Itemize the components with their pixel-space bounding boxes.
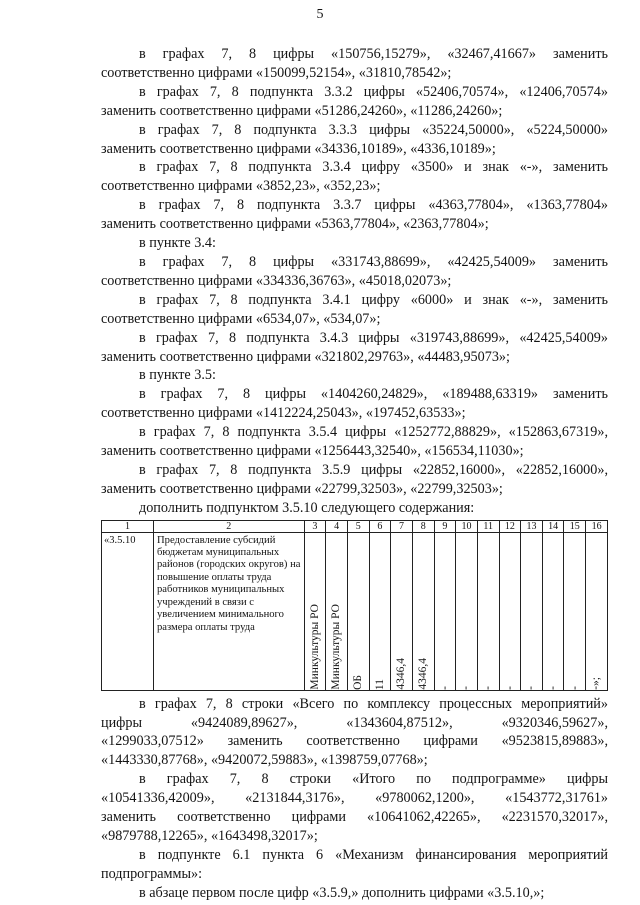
paragraph-line: в графах 7, 8 цифры «1404260,24829», «189488,63319» заменить — [139, 386, 608, 403]
paragraph-line: в графах 7, 8 подпункта 3.4.3 цифры «319743,88699», «42425,54009» — [139, 329, 608, 346]
paragraph-line: в графах 7, 8 подпункта 3.3.3 цифры «35224,50000», «5224,50000» — [139, 121, 608, 138]
paragraph — [101, 846, 608, 884]
paragraph — [101, 695, 608, 771]
table-header-cell: 10 — [456, 520, 478, 532]
paragraph-line: в подпункте 6.1 пункта 6 «Механизм финансирования мероприятий — [139, 846, 608, 863]
paragraph-line: соответственно цифрами «6534,07», «534,07»; — [101, 310, 381, 327]
table-header-cell: 11 — [477, 520, 499, 532]
paragraph — [101, 196, 608, 234]
paragraph-line: заменить соответственно цифрами «1256443,32540», «156534,11030»; — [101, 443, 524, 460]
cell-col-14: - — [542, 532, 564, 690]
cell-col-6: 11 — [369, 532, 391, 690]
table-header-cell: 8 — [412, 520, 434, 532]
cell-col-8: 4346,4 — [412, 532, 434, 690]
table-header-cell: 2 — [154, 520, 305, 532]
activity-table — [101, 520, 608, 691]
table-header-cell: 15 — [564, 520, 586, 532]
paragraph-line: соответственно цифрами «334336,36763», «45018,02073»; — [101, 272, 452, 289]
table-header-cell: 4 — [326, 520, 348, 532]
document-body — [101, 45, 608, 903]
table-header-cell: 13 — [521, 520, 543, 532]
paragraph — [101, 45, 608, 83]
table-header-cell: 16 — [586, 520, 608, 532]
paragraph-line: соответственно цифрами «1412224,25043», «197452,63533»; — [101, 405, 466, 422]
table-header-cell: 12 — [499, 520, 521, 532]
cell-col-13: - — [521, 532, 543, 690]
cell-col-3: Минкультуры РО — [304, 532, 326, 690]
paragraph — [101, 253, 608, 291]
paragraph-line: цифры «9424089,89627», «1343604,87512», «9320346,59627», — [101, 714, 608, 731]
paragraph-line: заменить соответственно цифрами «321802,29763», «44483,95073»; — [101, 348, 510, 365]
cell-col-7: 4346,4 — [391, 532, 413, 690]
cell-col-12: - — [499, 532, 521, 690]
cell-col-10: - — [456, 532, 478, 690]
page-number: 5 — [316, 7, 324, 22]
paragraph-line: заменить соответственно цифрами «22799,32503», «22799,32503»; — [101, 480, 503, 497]
table-header-cell: 1 — [102, 520, 154, 532]
paragraph — [101, 329, 608, 367]
paragraphs-before-table — [101, 45, 608, 518]
paragraph-line: «1299033,07512» заменить соответственно цифрами «9523815,89883», — [101, 733, 608, 750]
table-row — [102, 532, 608, 690]
cell-col-16: -»; — [586, 532, 608, 690]
table-header-cell: 6 — [369, 520, 391, 532]
paragraph-line: «9879788,12265», «1643498,32017»; — [101, 828, 318, 844]
table-header-row — [102, 520, 608, 532]
paragraph-line: в графах 7, 8 строки «Всего по комплексу процессных мероприятий» — [139, 695, 608, 712]
paragraph-line: в графах 7, 8 строки «Итого по подпрограмме» цифры — [139, 771, 608, 788]
paragraph-line: в абзаце первом после цифр «3.5.9,» дополнить цифрами «3.5.10,»; — [139, 884, 545, 901]
paragraph — [101, 366, 608, 385]
paragraph-line: заменить соответственно цифрами «10641062,42265», «2231570,32017», — [101, 809, 608, 826]
cell-description: Предоставление субсидий бюджетам муниципальных районов (городских округов) на повышение оплаты труда работников муниципальных учреждений в связи с увеличением минимального размера оплаты труда — [154, 532, 305, 690]
paragraph-line: соответственно цифрами «150099,52154», «31810,78542»; — [101, 64, 452, 81]
paragraph-line: подпрограммы»: — [101, 865, 203, 882]
paragraph-line: заменить соответственно цифрами «5363,77804», «2363,77804»; — [101, 216, 489, 233]
paragraph — [101, 770, 608, 846]
table-header-cell: 9 — [434, 520, 456, 532]
paragraph-line: в графах 7, 8 цифры «331743,88699», «42425,54009» заменить — [139, 253, 608, 270]
paragraph-line: «10541336,42009», «2131844,3176», «9780062,1200», «1543772,31761» — [101, 790, 608, 807]
cell-item-number: «3.5.10 — [102, 532, 154, 690]
table-header-cell: 3 — [304, 520, 326, 532]
paragraph — [101, 385, 608, 423]
table-header-cell: 14 — [542, 520, 564, 532]
cell-col-5: ОБ — [347, 532, 369, 690]
paragraph-line: заменить соответственно цифрами «51286,24260», «11286,24260»; — [101, 102, 503, 119]
paragraph — [101, 121, 608, 159]
paragraph — [101, 234, 608, 253]
paragraph-line: в графах 7, 8 подпункта 3.3.2 цифры «52406,70574», «12406,70574» — [139, 83, 608, 100]
paragraph — [101, 83, 608, 121]
paragraph — [101, 423, 608, 461]
paragraph — [101, 499, 608, 518]
table-header-cell: 7 — [391, 520, 413, 532]
cell-col-4: Минкультуры РО — [326, 532, 348, 690]
paragraph-line: в графах 7, 8 подпункта 3.4.1 цифру «6000» и знак «-», заменить — [139, 291, 608, 308]
cell-col-9: - — [434, 532, 456, 690]
paragraph-line: в графах 7, 8 подпункта 3.3.4 цифру «3500» и знак «-», заменить — [139, 159, 608, 176]
paragraph-line: дополнить подпунктом 3.5.10 следующего содержания: — [139, 499, 475, 516]
paragraph — [101, 461, 608, 499]
paragraph-line: в пункте 3.4: — [139, 235, 216, 252]
table-header-cell: 5 — [347, 520, 369, 532]
paragraph-line: в пункте 3.5: — [139, 367, 216, 384]
paragraph-line: соответственно цифрами «3852,23», «352,23»; — [101, 178, 381, 195]
paragraph-line: в графах 7, 8 подпункта 3.3.7 цифры «4363,77804», «1363,77804» — [139, 197, 608, 214]
paragraph-line: в графах 7, 8 подпункта 3.5.4 цифры «1252772,88829», «152863,67319», — [139, 424, 608, 441]
paragraph-line: в графах 7, 8 подпункта 3.5.9 цифры «22852,16000», «22852,16000», — [139, 461, 608, 478]
paragraph — [101, 291, 608, 329]
cell-col-15: - — [564, 532, 586, 690]
paragraph — [101, 158, 608, 196]
cell-col-11: - — [477, 532, 499, 690]
paragraph-line: в графах 7, 8 цифры «150756,15279», «32467,41667» заменить — [139, 46, 608, 62]
paragraph — [101, 884, 608, 903]
paragraphs-after-table — [101, 695, 608, 903]
paragraph-line: заменить соответственно цифрами «34336,10189», «4336,10189»; — [101, 140, 496, 157]
paragraph-line: «1443330,87768», «9420072,59883», «1398759,07768»; — [101, 752, 428, 769]
